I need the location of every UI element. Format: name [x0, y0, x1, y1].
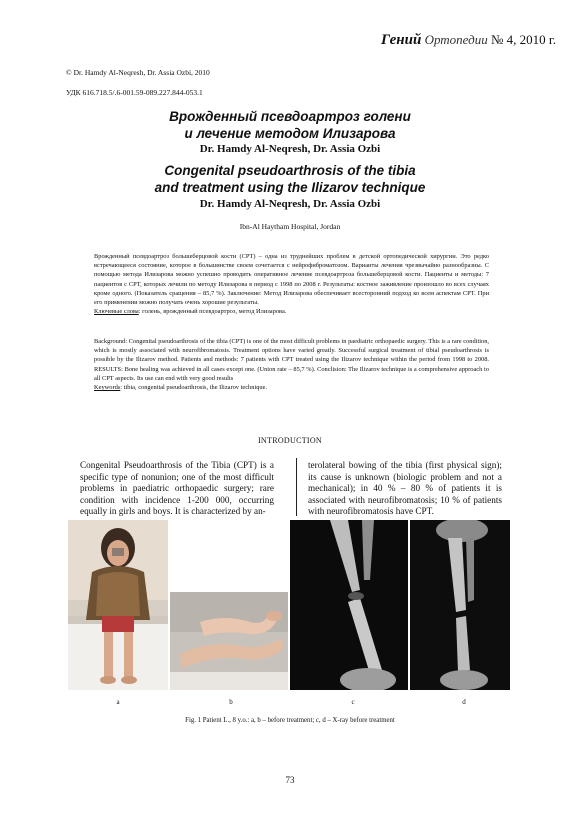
keywords-ru-label: Ключевые слова [94, 308, 139, 316]
abstract-en-text: Background: Congenital pseudoarthrosis of the tibia (CPT) is one of the most difficult problems in paediatric orthopaedic surgery. This is a rare condition, which is mostly associated with neurofibromatosis. Treatment options have varied greatly. Successful surgical treatment of tibial pseudoarthrosis is possible by the Ilizarov method. Patients and methods: 7 patients with CPT treated using the Ilizarov technique within the period from 1998 to 2008. RESULTS: Bone healing was achieved in all cases except one. (Union rate – 85,7 %). Conclision: The Ilizarov technique is a comprehensive approach to all CPT aspects. Its use can end with very good results [94, 338, 489, 382]
keywords-en: : tibia, congenital pseudoarthrosis, the Ilizarov technique. [120, 384, 268, 392]
figure-label-a: a [116, 698, 120, 706]
authors-ru: Dr. Hamdy Al-Neqresh, Dr. Assia Ozbi [199, 143, 381, 155]
abstract-en [94, 337, 489, 392]
page-number: 73 [285, 775, 295, 785]
title-ru-line2: и лечение методом Илизарова [184, 126, 396, 141]
figure-label-d: d [462, 698, 466, 706]
title-en-line1: Congenital pseudoarthrosis of the tibia [164, 163, 416, 178]
intro-column-2: terolateral bowing of the tibia (first physical sign); its cause is unknown (biologic problem and not a mechanical); in 40 % – 80 % of patients it is associated with neurofibromatosis; 10 % of patients with neurofibromatosis have CPT. [308, 460, 502, 517]
affiliation: Ibn-Al Haytham Hospital, Jordan [239, 222, 341, 231]
title-en-line2: and treatment using the Ilizarov technique [154, 180, 426, 195]
journal-name: Ортопедии [424, 32, 488, 47]
section-heading: INTRODUCTION [257, 436, 323, 445]
figure-label-c: c [351, 698, 355, 706]
abstract-ru-text: Врожденный псевдоартроз большеберцовой кости (CPT) – одна из труднейших проблем в детской ортопедической хирургии. Это редко встречающееся состояние, которое в большинстве своем сочетается с нейрофиброматозом. Варианты лечения чрезвычайно разнообразны. С помощью метода Илизарова можно успешно проводить оперативное лечение псевдоартроза большеберцовой кости. Пациенты и методы: 7 пациентов с CPT, которых лечили по методу Илизарова в период с 1998 по 2008 г. Результаты: костное заживление произошло во всех случаях кроме одного. (Показатель сращения – 85,7 %). Заключение: Метод Илизарова обеспечивает всесторонний подход ко всем аспектам CPT. При его применении можно получать очень хорошие результаты. [94, 253, 489, 307]
abstract-ru [94, 252, 489, 316]
figure-label-b: b [229, 698, 233, 706]
figure-caption: Fig. 1 Patient L., 8 y.o.: a, b – before treatment; c, d – X-ray before treatment [185, 717, 395, 724]
title-ru-line1: Врожденный псевдоартроз голени [169, 109, 411, 124]
journal-issue: № 4, 2010 г. [490, 32, 556, 47]
figure-photo-a [68, 520, 168, 690]
journal-header [381, 32, 556, 49]
figure-photo-b [170, 592, 288, 690]
figure-xray-d [410, 520, 510, 690]
column-divider [296, 458, 297, 516]
keywords-ru: : голень, врожденный псевдоартроз, метод Илизарова. [138, 308, 287, 316]
figure-xray-c [290, 520, 408, 690]
udk-code: УДК 616.718.5/.6-001.59-089.227.844-053.1 [66, 88, 203, 97]
keywords-en-label: Keywords [94, 384, 121, 392]
journal-brand: Гений [381, 32, 422, 48]
copyright: © Dr. Hamdy Al-Neqresh, Dr. Assia Ozbi, 2010 [66, 68, 210, 77]
title-en [0, 162, 580, 196]
intro-column-1: Congenital Pseudoarthrosis of the Tibia (CPT) is a specific type of nonunion; one of the most difficult problems in paediatric orthopaedic surgery; rare condition with incidence 1-200 000, occurring equally in girls and boys. It is characterized by an- [80, 460, 274, 517]
authors-en: Dr. Hamdy Al-Neqresh, Dr. Assia Ozbi [199, 198, 381, 210]
title-ru [0, 108, 580, 142]
